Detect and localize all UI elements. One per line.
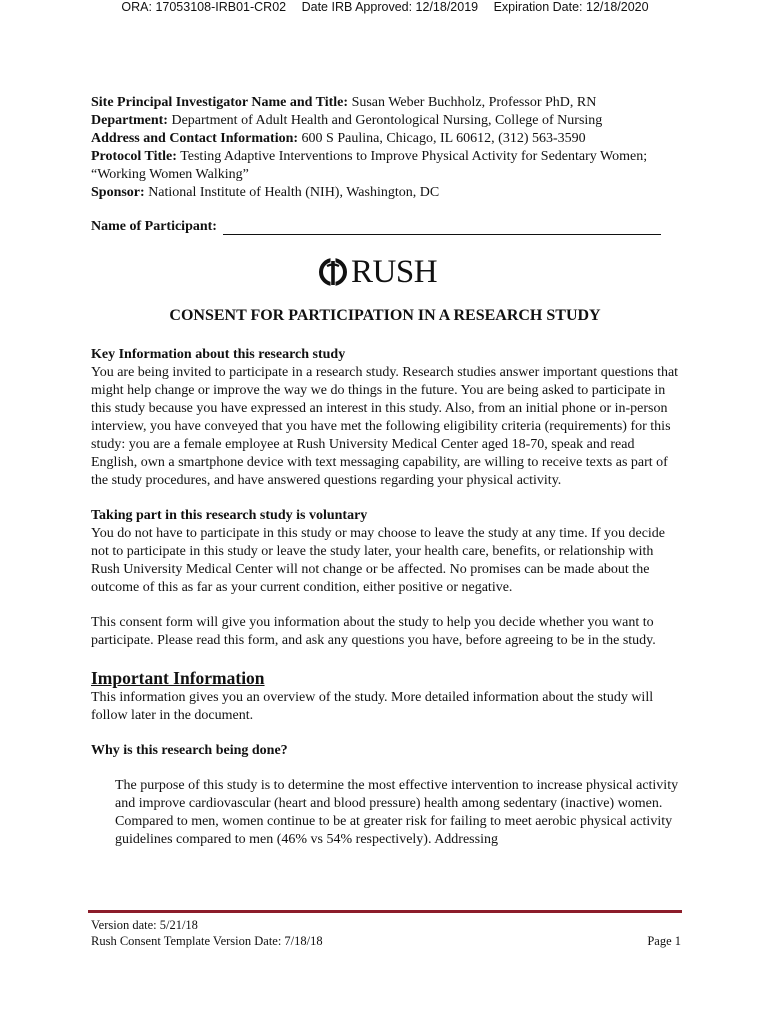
important-info-heading: Important Information [91, 668, 265, 688]
consent-form-text: This consent form will give you information about the study to help you decide whether you want to participate. Please read this form, and ask any questions you have, before agreeing to be in the study. [91, 615, 656, 648]
document-title: CONSENT FOR PARTICIPATION IN A RESEARCH STUDY [169, 307, 601, 324]
study-meta [91, 94, 691, 202]
page-footer [91, 917, 681, 949]
key-info-heading: Key Information about this research study [91, 347, 346, 362]
expiration-date: Expiration Date: 12/18/2020 [493, 0, 649, 14]
rush-logo [318, 255, 458, 289]
rush-wordmark: RUSH [351, 254, 438, 290]
footer-divider [88, 910, 682, 913]
voluntary-text: You do not have to participate in this study or may choose to leave the study at any time. If you decide not to participate in this study or leave the study later, your health care, benefits, or relationship with Rush University Medical Center will not change or be affected. No promises can be made about the outcome of this as far as your current condition, either positive or negative. [91, 526, 666, 595]
irb-header [0, 0, 770, 14]
document-body [91, 346, 681, 849]
meta-protocol-title: Protocol Title: Testing Adaptive Interventions to Improve Physical Activity for Sedentary Women; “Working Women Walking” [91, 149, 648, 182]
meta-investigator: Site Principal Investigator Name and Title: Susan Weber Buchholz, Professor PhD, RN [91, 95, 597, 110]
meta-department: Department: Department of Adult Health and Gerontological Nursing, College of Nursing [91, 113, 603, 128]
important-info-text: This information gives you an overview of the study. More detailed information about the study will follow later in the document. [91, 690, 654, 723]
why-research-heading: Why is this research being done? [91, 743, 288, 758]
why-research-text: The purpose of this study is to determine the most effective intervention to increase physical activity and improve cardiovascular (heart and blood pressure) health among sedentary (inactive) women. Compared to men, women continue to be at greater risk for failing to meet aerobic physical activity guidelines compared to men (46% vs 54% respectively). Addressing [115, 778, 679, 847]
rush-emblem-icon [318, 257, 348, 287]
ora-number: ORA: 17053108-IRB01-CR02 [121, 0, 287, 14]
participant-name-field [91, 219, 661, 235]
irb-approved-date: Date IRB Approved: 12/18/2019 [301, 0, 479, 14]
version-date: Version date: 5/21/18 [91, 918, 198, 932]
meta-sponsor: Sponsor: National Institute of Health (NIH), Washington, DC [91, 185, 440, 200]
participant-name-line[interactable] [223, 220, 661, 235]
voluntary-heading: Taking part in this research study is voluntary [91, 508, 368, 523]
meta-address: Address and Contact Information: 600 S Paulina, Chicago, IL 60612, (312) 563-3590 [91, 131, 586, 146]
participant-label: Name of Participant: [91, 219, 217, 234]
template-version-date: Rush Consent Template Version Date: 7/18/18 [91, 934, 323, 948]
page-number: Page 1 [647, 934, 681, 948]
key-info-text: You are being invited to participate in a research study. Research studies answer important questions that might help change or improve the way we do things in the future. You are being asked to participate in this study because you have expressed an interest in this study. Also, from an initial phone or in-person interview, you have conveyed that you have met the following eligibility criteria (requirements) for this study: you are a female employee at Rush University Medical Center aged 18-70, speak and read English, own a smartphone device with text messaging capability, are willing to receive texts as part of the study procedures, and have answered questions regarding your physical activity. [91, 365, 679, 488]
